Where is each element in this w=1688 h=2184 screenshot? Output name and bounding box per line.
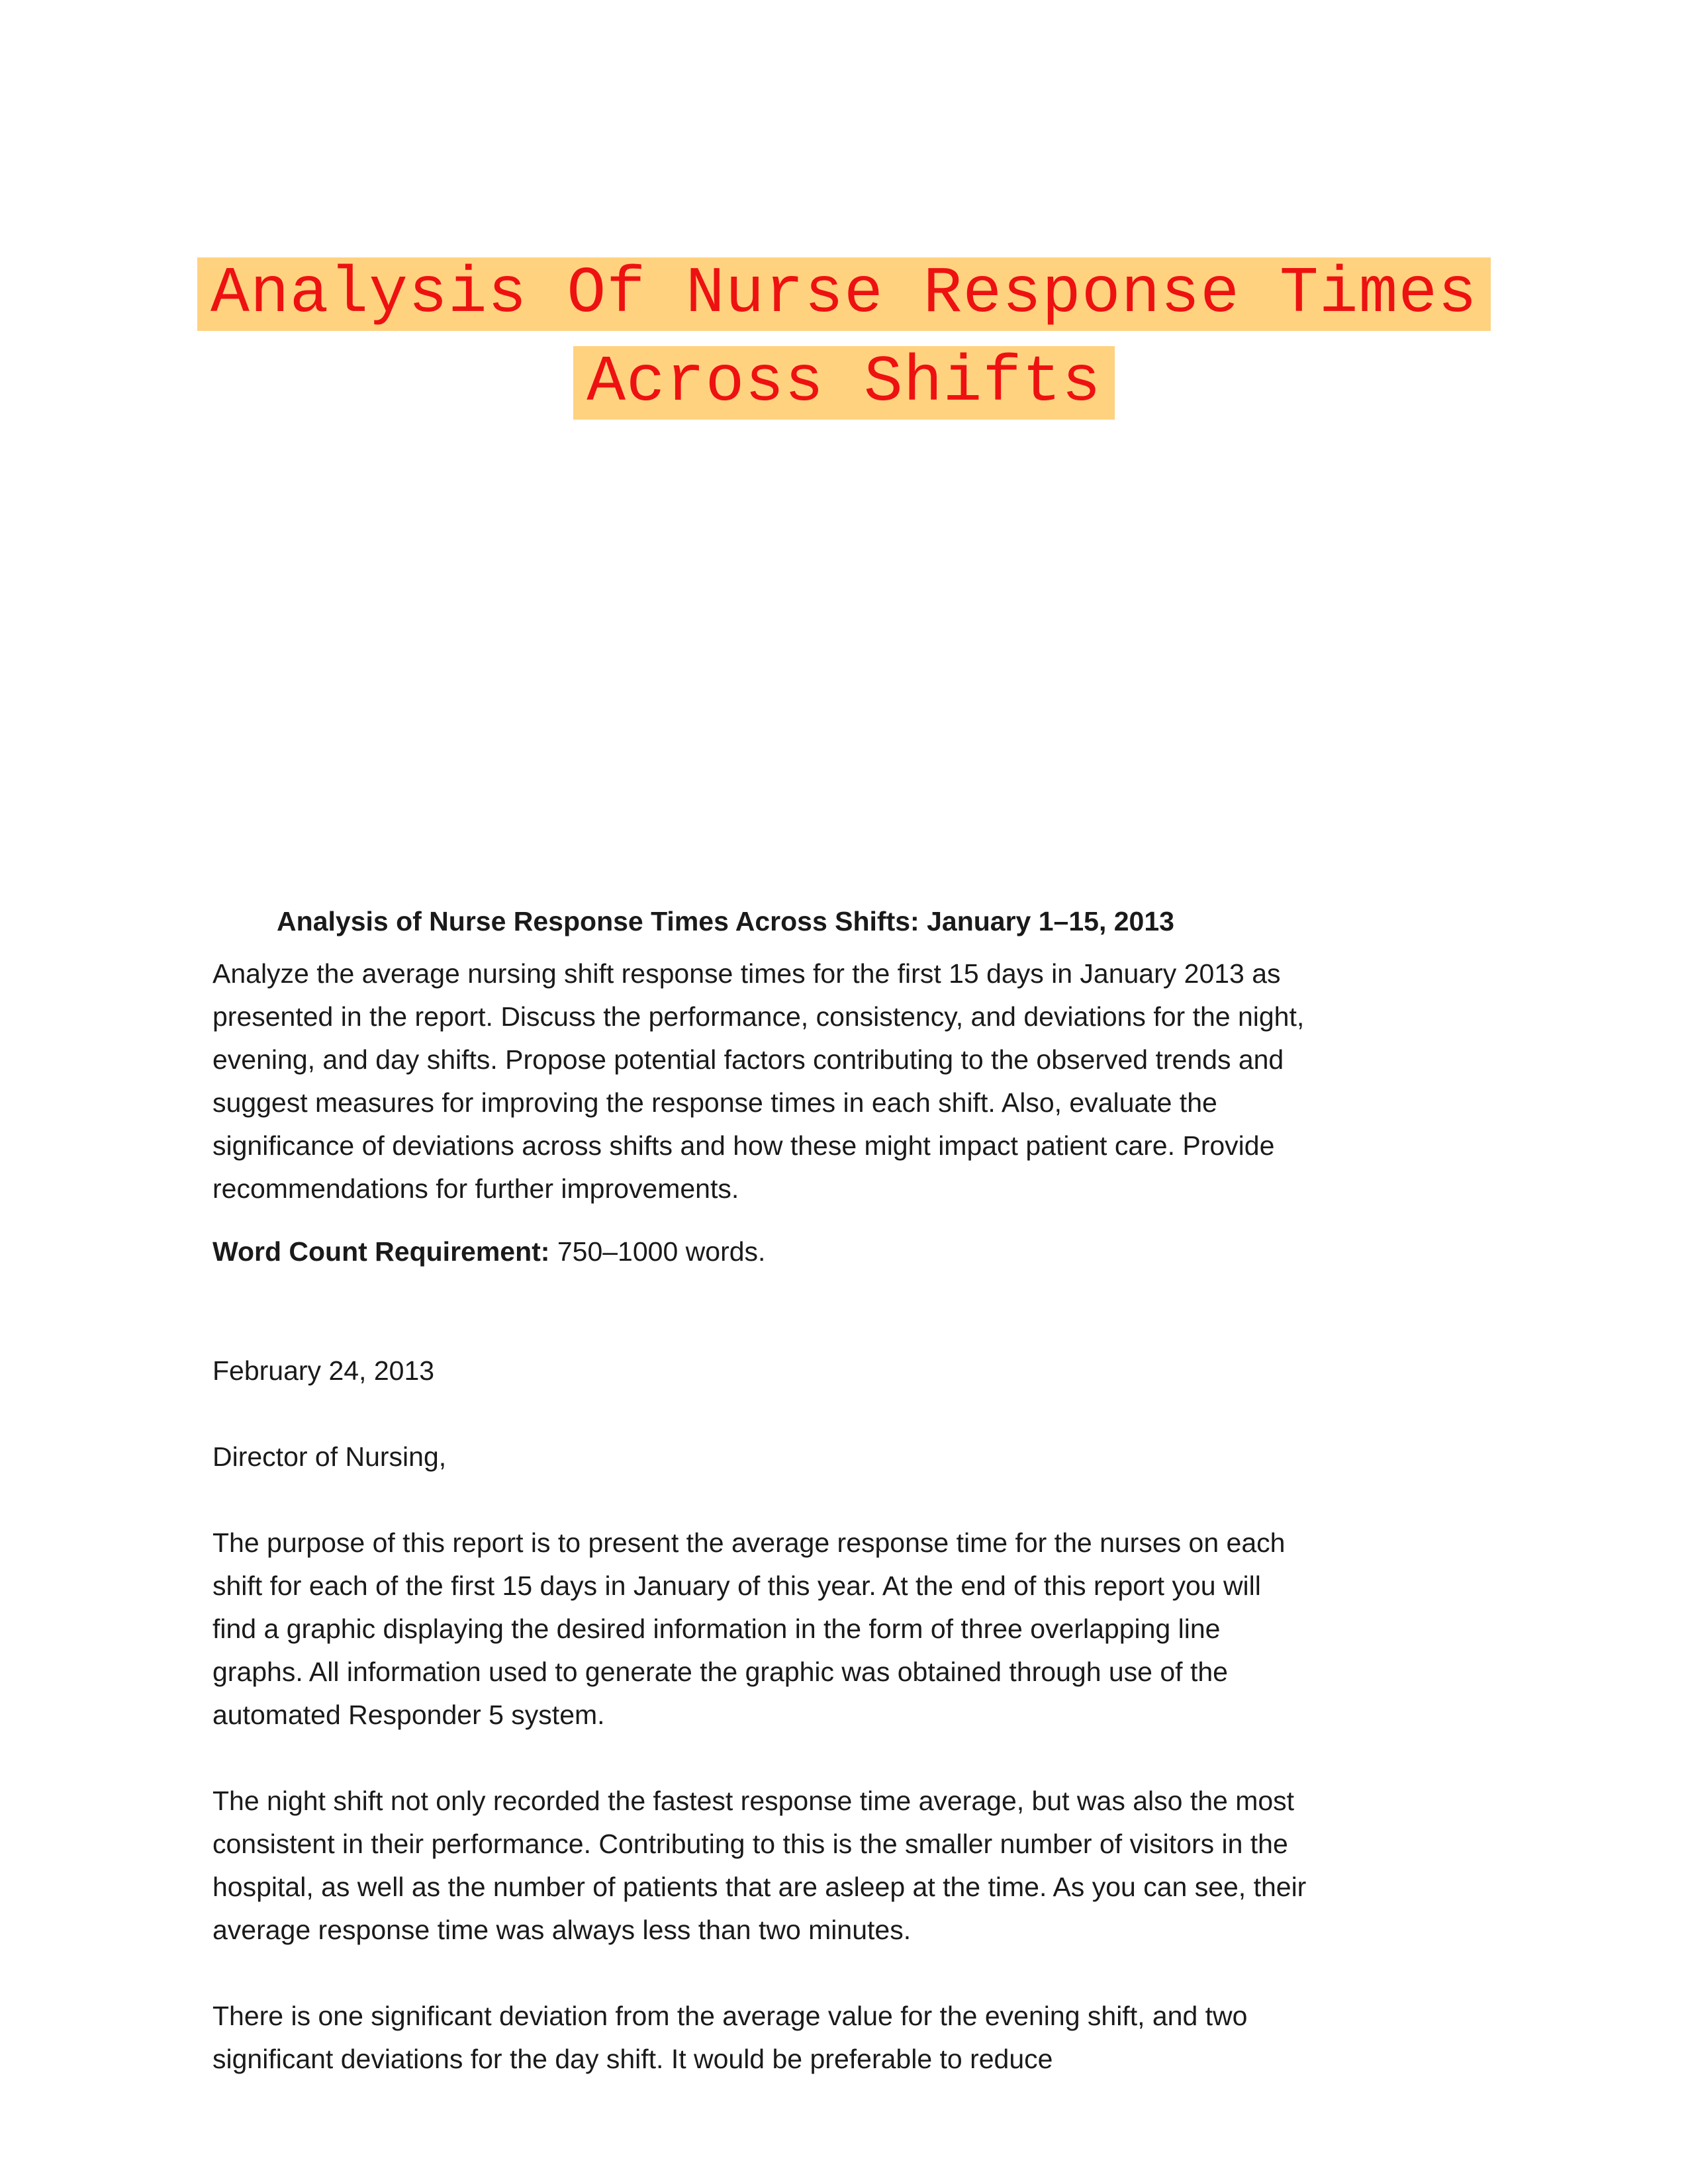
word-count-label: Word Count Requirement: [212,1236,550,1267]
document-heading: Analysis of Nurse Response Times Across Shifts: January 1–15, 2013 [277,906,1174,936]
title-banner [0,250,1688,428]
word-count-value: 750–1000 words. [557,1236,766,1267]
paragraph-night-shift: The night shift not only recorded the fastest response time average, but was also the most consistent in their performance. Contributing to this is the smaller number of visitors in the hospital, as well as the number of patients that are asleep at the time. As you can see, their average response time was always less than two minutes. [212,1786,1307,1945]
assignment-prompt: Analyze the average nursing shift response times for the first 15 days in January 2013 as presented in the report. Discuss the performance, consistency, and deviations for the night, evening, and day shifts. Propose potential factors contributing to the observed trends and suggest measures for improving the response times in each shift. Also, evaluate the significance of deviations across shifts and how these might impact patient care. Provide recommendations for further improvements. [212,958,1305,1204]
banner-title-line-2: Across Shifts [573,346,1115,420]
paragraph-deviations: There is one significant deviation from the average value for the evening shift, and two significant deviations for the day shift. It would be preferable to reduce [212,2001,1248,2074]
document-body [212,900,1311,2081]
banner-title-line-1: Analysis Of Nurse Response Times [197,257,1491,331]
letter-salutation: Director of Nursing, [212,1441,447,1472]
word-count-requirement [212,1230,1311,1273]
letter-date: February 24, 2013 [212,1355,435,1386]
paragraph-purpose: The purpose of this report is to present the average response time for the nurses on each shift for each of the first 15 days in January of this year. At the end of this report you will find a graphic displaying the desired information in the form of three overlapping line graphs. All information used to generate the graphic was obtained through use of the automated Responder 5 system. [212,1527,1286,1730]
